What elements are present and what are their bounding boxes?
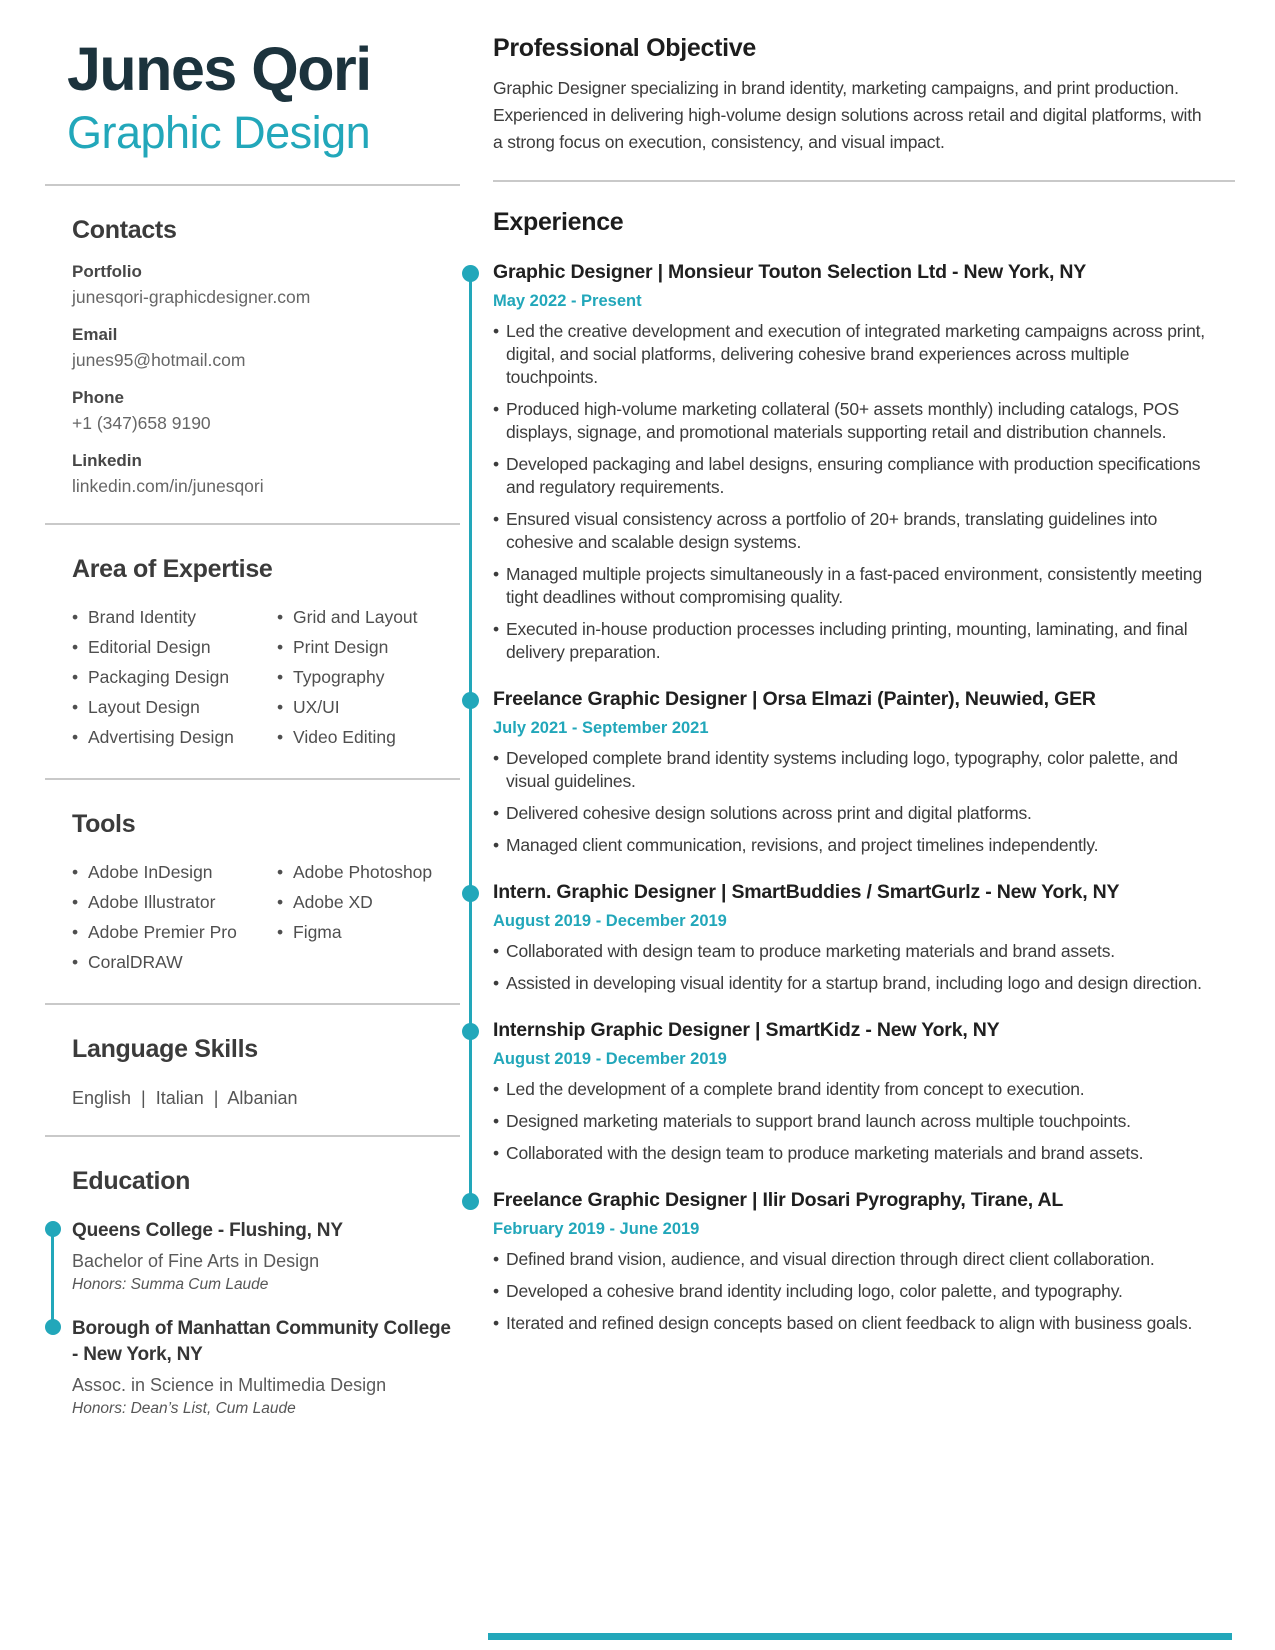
languages-section [45,1035,460,1109]
list-item: • UX/UI [277,692,460,722]
experience-job [493,1189,1235,1335]
sidebar [45,36,460,1418]
timeline-line [469,274,472,1202]
experience-timeline [493,261,1235,1335]
timeline-dot-icon [462,1023,479,1040]
list-item: • Adobe InDesign [72,857,277,887]
expertise-list-col1 [72,602,277,752]
job-title: Intern. Graphic Designer | SmartBuddies / SmartGurlz - New York, NY [493,881,1120,903]
contacts-title: Contacts [72,216,177,244]
school-name: Borough of Manhattan Community College - New York, NY [72,1318,451,1365]
divider [45,184,460,186]
bullet-item: • Produced high-volume marketing collateral (50+ assets monthly) including catalogs, POS displays, signage, and promotional materials supporting retail and distribution channels. [493,398,1208,444]
bullet-item: • Delivered cohesive design solutions across print and digital platforms. [493,802,1208,825]
phone-value: +1 (347)658 9190 [72,413,211,433]
degree: Assoc. in Science in Multimedia Design [72,1375,387,1395]
divider [493,180,1235,182]
email-link[interactable]: junes95@hotmail.com [72,350,246,370]
list-item: • Adobe Premier Pro [72,917,277,947]
portfolio-link[interactable]: junesqori-graphicdesigner.com [72,287,311,307]
tools-title: Tools [72,810,136,838]
contact-item [72,451,460,497]
education-item [72,1218,460,1294]
languages-value: English | Italian | Albanian [72,1088,298,1108]
objective-title: Professional Objective [493,34,756,62]
list-item: • Typography [277,662,460,692]
contact-item [72,262,460,308]
education-timeline [45,1218,460,1418]
tools-section [45,810,460,977]
degree: Bachelor of Fine Arts in Design [72,1251,320,1271]
experience-title: Experience [493,208,624,236]
divider [45,1135,460,1137]
bullet-item: • Developed packaging and label designs, ensuring compliance with production specifications and regulatory requirements. [493,453,1208,499]
bullet-item: • Executed in-house production processes including printing, mounting, laminating, and final delivery preparation. [493,618,1208,664]
list-item: • Adobe XD [277,887,460,917]
list-item: • Brand Identity [72,602,277,632]
school-name: Queens College - Flushing, NY [72,1220,343,1241]
timeline-dot-icon [462,1193,479,1210]
job-dates: July 2021 - September 2021 [493,719,709,737]
contact-item [72,388,460,434]
person-title: Graphic Design [67,107,371,158]
languages-title: Language Skills [72,1035,258,1063]
job-bullets [493,320,1235,664]
list-item: • Editorial Design [72,632,277,662]
expertise-title: Area of Expertise [72,555,273,583]
list-item: • Figma [277,917,460,947]
experience-job [493,1019,1235,1165]
honors: Honors: Summa Cum Laude [72,1276,269,1293]
job-dates: August 2019 - December 2019 [493,912,727,930]
contacts-section [45,216,460,497]
bullet-item: • Developed a cohesive brand identity including logo, color palette, and typography. [493,1280,1208,1303]
job-bullets [493,1248,1235,1335]
job-dates: August 2019 - December 2019 [493,1050,727,1068]
education-item [72,1316,460,1418]
expertise-section [45,555,460,752]
list-item: • Packaging Design [72,662,277,692]
education-section [45,1167,460,1196]
experience-section [493,208,1235,1335]
list-item: • Grid and Layout [277,602,460,632]
contact-label: Email [72,325,118,344]
list-item: • Advertising Design [72,722,277,752]
timeline-dot-icon [462,885,479,902]
job-title: Graphic Designer | Monsieur Touton Selection Ltd - New York, NY [493,261,1087,283]
bullet-item: • Defined brand vision, audience, and visual direction through direct client collaboration. [493,1248,1208,1271]
list-item: • CoralDRAW [72,947,277,977]
bullet-item: • Led the development of a complete brand identity from concept to execution. [493,1078,1208,1101]
expertise-list-col2 [277,602,460,752]
list-item: • Adobe Photoshop [277,857,460,887]
bullet-item: • Managed multiple projects simultaneously in a fast-paced environment, consistently meeting tight deadlines without compromising quality. [493,563,1208,609]
job-dates: May 2022 - Present [493,292,642,310]
logo [45,36,460,158]
contact-label: Portfolio [72,262,142,281]
job-dates: February 2019 - June 2019 [493,1220,700,1238]
job-bullets [493,747,1235,857]
bullet-item: • Collaborated with design team to produce marketing materials and brand assets. [493,940,1208,963]
main-column [493,34,1235,1335]
experience-job [493,688,1235,857]
timeline-line [51,1229,54,1327]
job-bullets [493,940,1235,995]
list-item: • Print Design [277,632,460,662]
bullet-item: • Iterated and refined design concepts based on client feedback to align with business goals. [493,1312,1208,1335]
tools-list-col1 [72,857,277,977]
bottom-accent-bar [488,1633,1232,1640]
education-title: Education [72,1167,191,1195]
bullet-item: • Assisted in developing visual identity for a startup brand, including logo and design direction. [493,972,1208,995]
contact-label: Linkedin [72,451,142,470]
bullet-item: • Ensured visual consistency across a portfolio of 20+ brands, translating guidelines into cohesive and scalable design systems. [493,508,1208,554]
timeline-dot-icon [462,692,479,709]
divider [45,523,460,525]
contact-item [72,325,460,371]
objective-section [493,34,1235,156]
tools-list-col2 [277,857,460,977]
job-title: Freelance Graphic Designer | Orsa Elmazi (Painter), Neuwied, GER [493,688,1096,710]
list-item: • Video Editing [277,722,460,752]
bullet-item: • Collaborated with the design team to produce marketing materials and brand assets. [493,1142,1208,1165]
experience-job [493,261,1235,664]
honors: Honors: Dean’s List, Cum Laude [72,1400,296,1417]
list-item: • Layout Design [72,692,277,722]
timeline-dot-icon [462,265,479,282]
bullet-item: • Led the creative development and execution of integrated marketing campaigns across print, digital, and social platforms, delivering cohesive brand experiences across multiple touchpoints. [493,320,1208,389]
linkedin-link[interactable]: linkedin.com/in/junesqori [72,476,264,496]
contact-label: Phone [72,388,124,407]
job-title: Freelance Graphic Designer | Ilir Dosari Pyrography, Tirane, AL [493,1189,1064,1211]
bullet-item: • Developed complete brand identity systems including logo, typography, color palette, and visual guidelines. [493,747,1208,793]
person-name: Junes Qori [67,35,371,103]
list-item: • Adobe Illustrator [72,887,277,917]
timeline-dot-icon [45,1319,61,1335]
objective-text: Graphic Designer specializing in brand identity, marketing campaigns, and print production. Experienced in delivering high-volume design solutions across retail and digital platforms, with a strong focus on execution, consistency, and visual impact. [493,78,1202,152]
bullet-item: • Designed marketing materials to support brand launch across multiple touchpoints. [493,1110,1208,1133]
job-title: Internship Graphic Designer | SmartKidz - New York, NY [493,1019,1000,1041]
bullet-item: • Managed client communication, revisions, and project timelines independently. [493,834,1208,857]
divider [45,778,460,780]
timeline-dot-icon [45,1221,61,1237]
job-bullets [493,1078,1235,1165]
experience-job [493,881,1235,995]
divider [45,1003,460,1005]
